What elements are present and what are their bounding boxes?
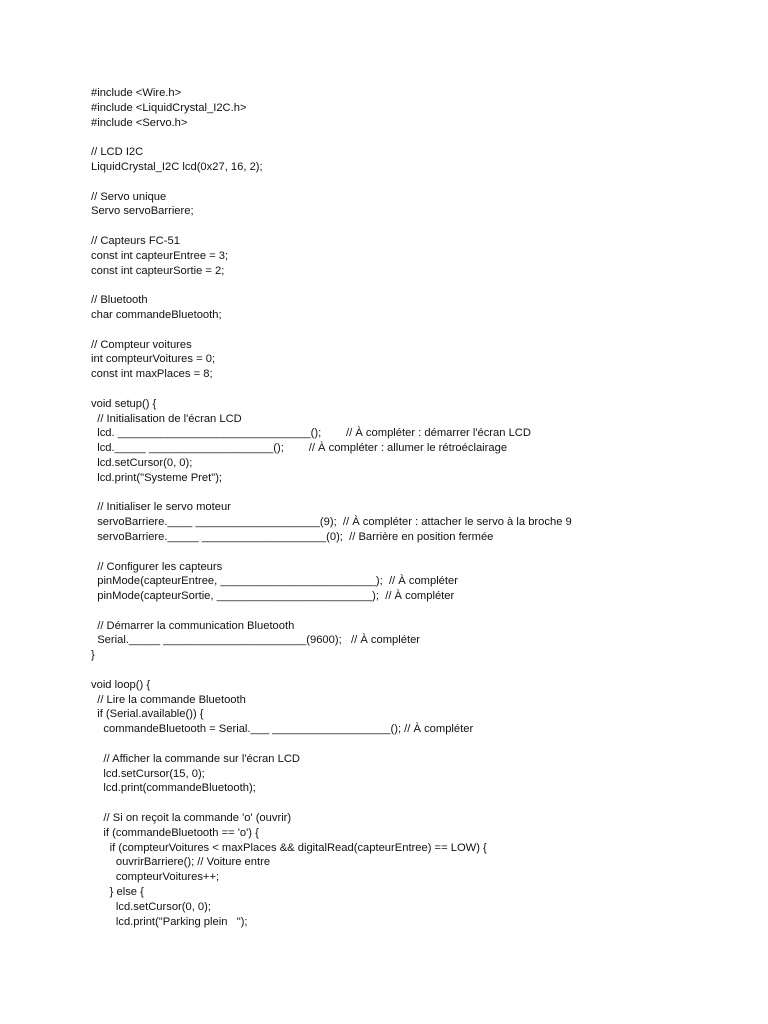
code-line: #include <Servo.h> bbox=[91, 116, 188, 129]
code-line: lcd.setCursor(15, 0); bbox=[91, 767, 205, 780]
code-line: // Démarrer la communication Bluetooth bbox=[91, 619, 295, 632]
code-line: lcd. _______________________________(); // À compléter : démarrer l'écran LCD bbox=[91, 427, 531, 440]
code-line: void loop() { bbox=[91, 678, 151, 691]
code-line: // Capteurs FC-51 bbox=[91, 234, 180, 247]
code-line: const int capteurEntree = 3; bbox=[91, 249, 229, 262]
code-line: lcd.setCursor(0, 0); bbox=[91, 900, 211, 913]
code-line: LiquidCrystal_I2C lcd(0x27, 16, 2); bbox=[91, 160, 263, 173]
code-line bbox=[91, 323, 731, 338]
code-line: Serial._____ _______________________(9600); // À compléter bbox=[91, 634, 421, 647]
code-line: if (Serial.available()) { bbox=[91, 708, 204, 721]
code-line bbox=[91, 382, 731, 397]
code-line: // Servo unique bbox=[91, 190, 167, 203]
code-line: servoBarriere.____ ____________________(9); // À compléter : attacher le servo à la broche 9 bbox=[91, 516, 572, 529]
code-line: } else { bbox=[91, 886, 144, 899]
code-line: ouvrirBarriere(); // Voiture entre bbox=[91, 856, 271, 869]
code-line: // Configurer les capteurs bbox=[91, 560, 223, 573]
code-line: void setup() { bbox=[91, 397, 157, 410]
code-line: // Afficher la commande sur l'écran LCD bbox=[91, 752, 300, 765]
code-line: lcd.setCursor(0, 0); bbox=[91, 456, 193, 469]
code-line: lcd.print("Parking plein "); bbox=[91, 915, 248, 928]
code-line: // Compteur voitures bbox=[91, 338, 192, 351]
code-line: const int capteurSortie = 2; bbox=[91, 264, 225, 277]
code-line bbox=[91, 796, 731, 811]
code-line: #include <Wire.h> bbox=[91, 87, 182, 99]
code-line bbox=[91, 175, 731, 190]
code-line: servoBarriere._____ ____________________(0); // Barrière en position fermée bbox=[91, 530, 494, 543]
code-line: commandeBluetooth = Serial.___ ___________________(); // À compléter bbox=[91, 723, 474, 736]
code-line bbox=[91, 545, 731, 560]
code-line: lcd.print(commandeBluetooth); bbox=[91, 782, 256, 795]
code-line: pinMode(capteurEntree, _________________________); // À compléter bbox=[91, 575, 458, 588]
code-line: char commandeBluetooth; bbox=[91, 308, 222, 321]
code-line bbox=[91, 130, 731, 145]
code-line bbox=[91, 604, 731, 619]
code-line bbox=[91, 737, 731, 752]
code-line: const int maxPlaces = 8; bbox=[91, 368, 213, 381]
code-line bbox=[91, 219, 731, 234]
code-line bbox=[91, 486, 731, 501]
code-line: lcd._____ ____________________(); // À compléter : allumer le rétroéclairage bbox=[91, 442, 508, 455]
code-line: // Initialisation de l'écran LCD bbox=[91, 412, 242, 425]
code-line: // Lire la commande Bluetooth bbox=[91, 693, 246, 706]
code-line: // Si on reçoit la commande 'o' (ouvrir) bbox=[91, 812, 292, 825]
code-line bbox=[91, 278, 731, 293]
code-listing bbox=[91, 86, 731, 929]
code-line bbox=[91, 663, 731, 678]
code-line: lcd.print("Systeme Pret"); bbox=[91, 471, 223, 484]
code-line: int compteurVoitures = 0; bbox=[91, 353, 216, 366]
code-line: if (compteurVoitures < maxPlaces && digitalRead(capteurEntree) == LOW) { bbox=[91, 841, 487, 854]
code-line: // Initialiser le servo moteur bbox=[91, 501, 231, 514]
code-line: pinMode(capteurSortie, _________________________); // À compléter bbox=[91, 590, 455, 603]
code-line: #include <LiquidCrystal_I2C.h> bbox=[91, 101, 247, 114]
code-line: if (commandeBluetooth == 'o') { bbox=[91, 826, 259, 839]
code-line: compteurVoitures++; bbox=[91, 871, 220, 884]
code-line: } bbox=[91, 649, 95, 662]
code-line: Servo servoBarriere; bbox=[91, 205, 194, 218]
code-line: // Bluetooth bbox=[91, 294, 148, 307]
code-line: // LCD I2C bbox=[91, 146, 144, 159]
